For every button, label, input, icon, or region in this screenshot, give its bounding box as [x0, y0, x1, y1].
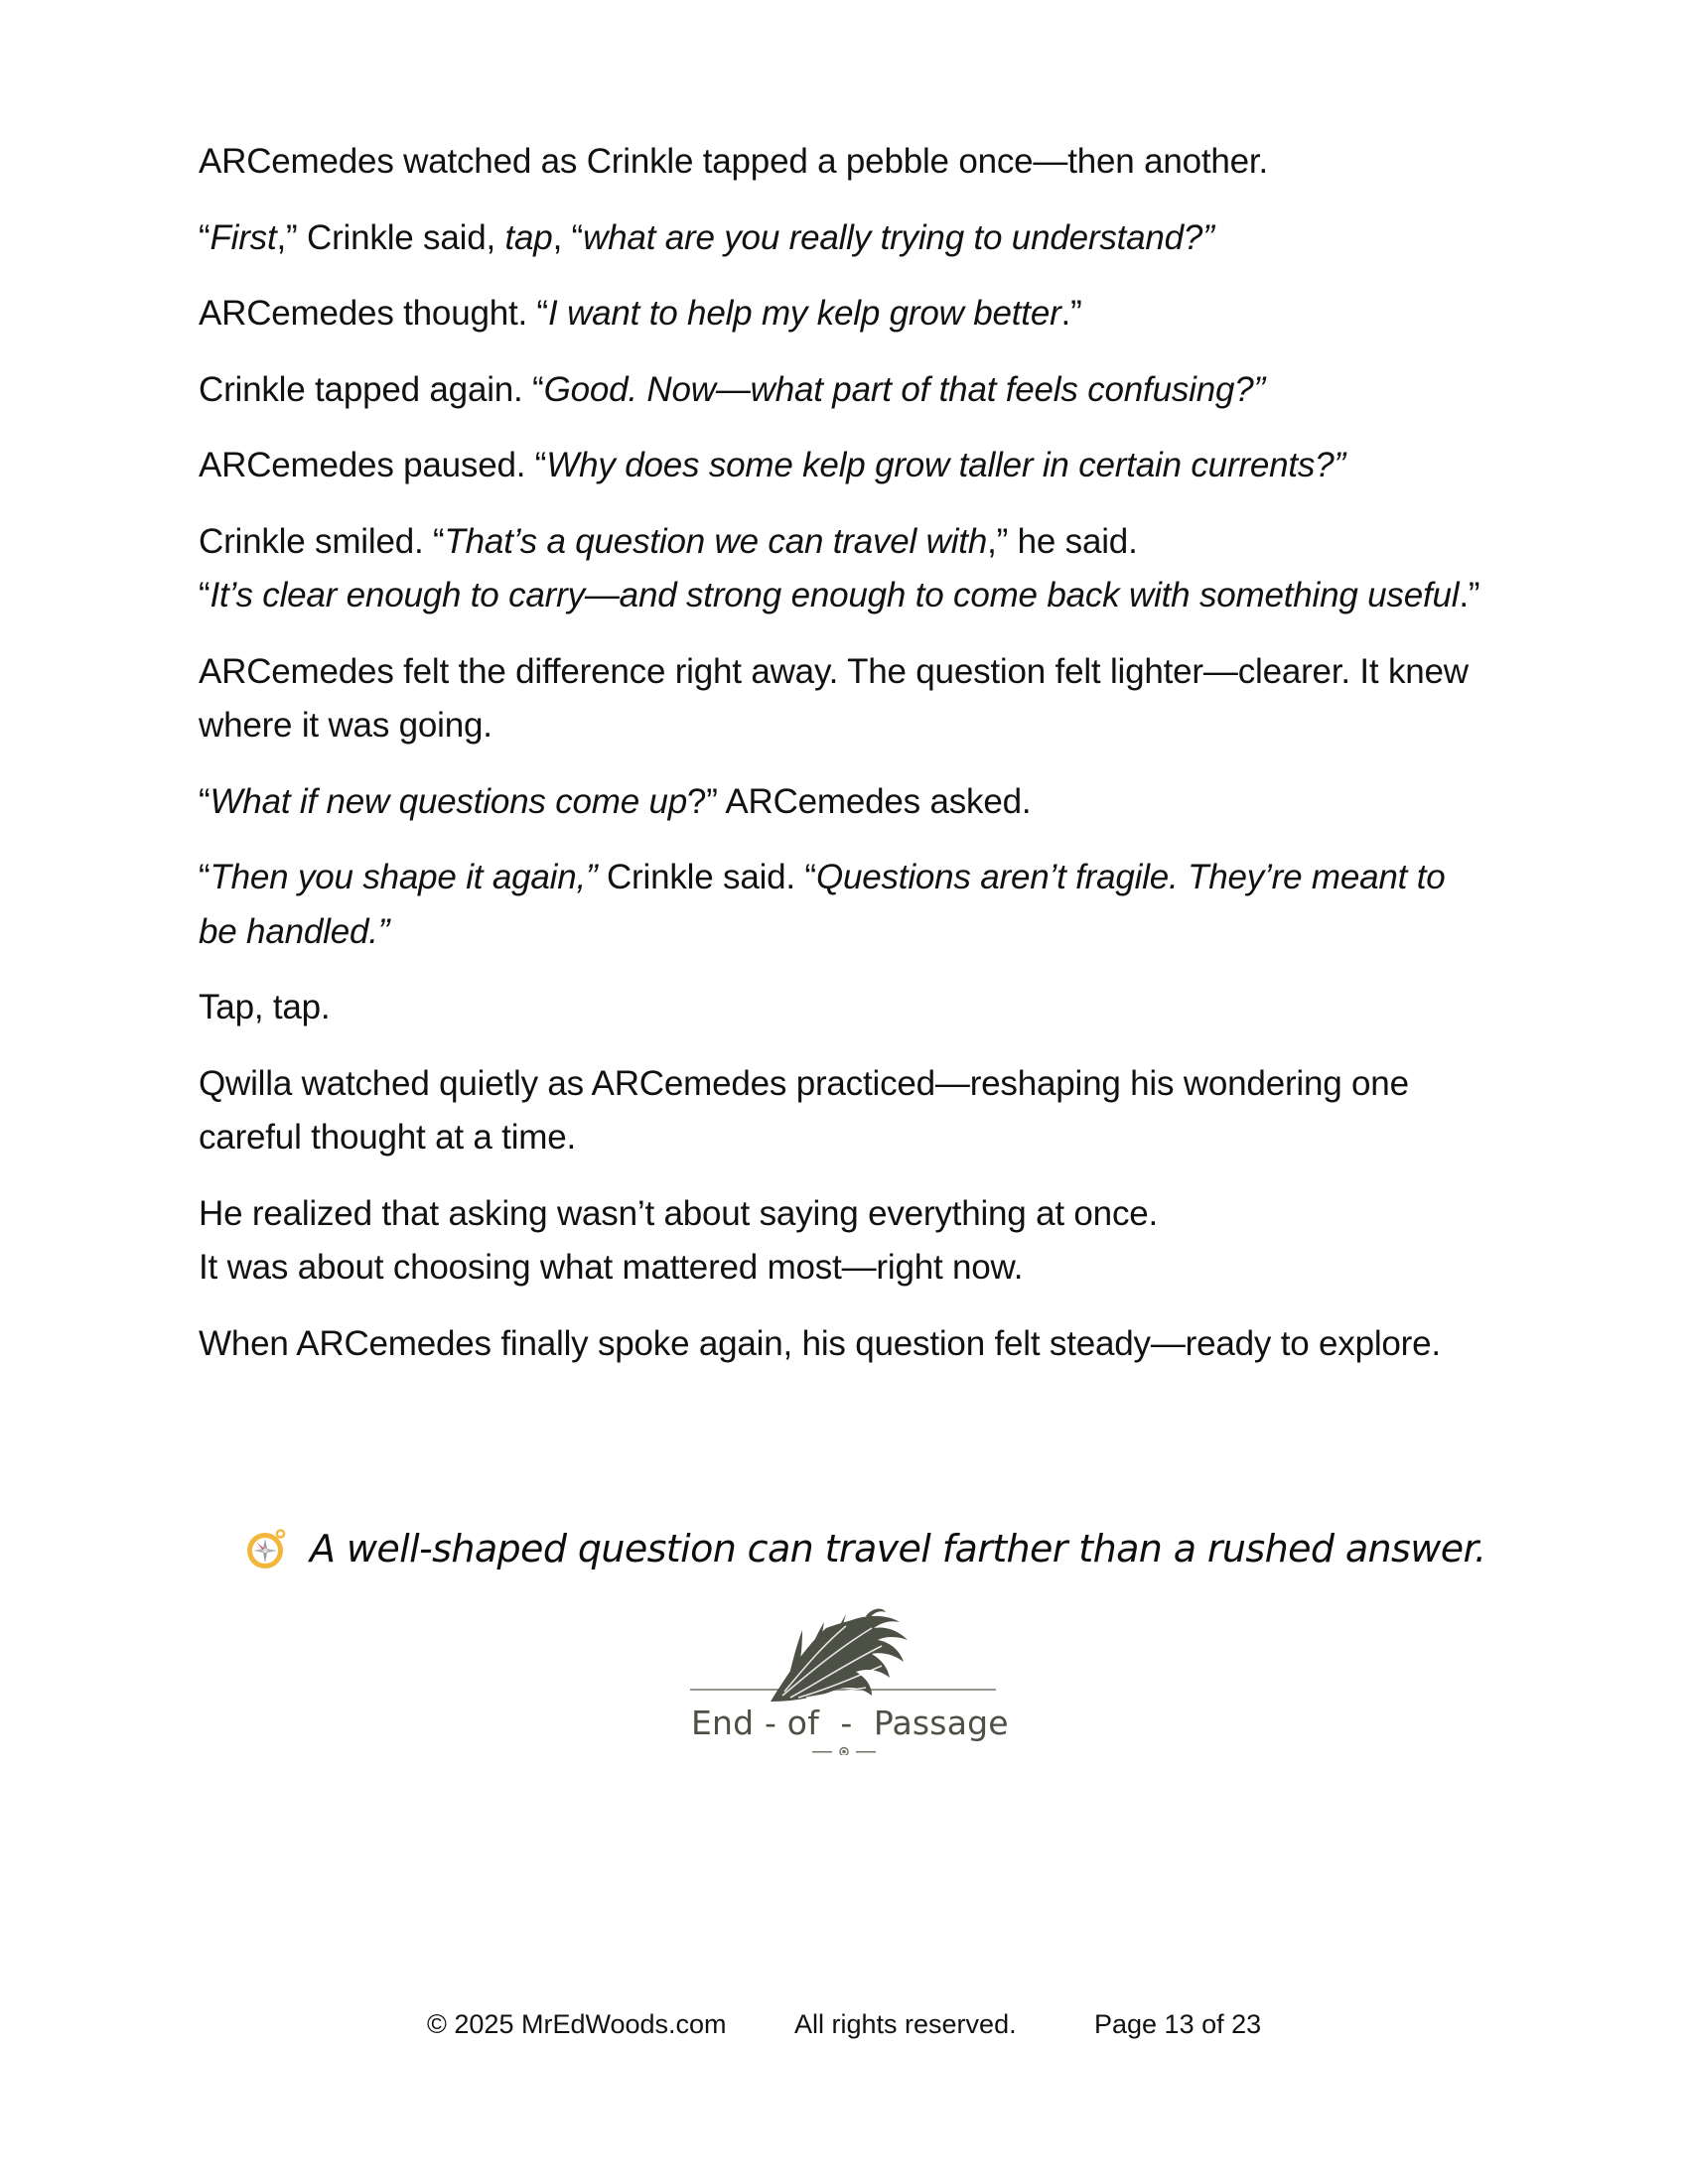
text-run: “: [199, 781, 211, 821]
text-run: “: [199, 576, 211, 614]
text-run: .”: [1060, 294, 1082, 333]
italic-text: Questions aren’t fragile. They’re meant to be handled.”: [199, 858, 1446, 951]
story-paragraph: [199, 775, 1489, 830]
text-run: ,” Crinkle said,: [276, 217, 505, 257]
compass-icon: [244, 1526, 290, 1571]
story-paragraph: [199, 645, 1489, 753]
text-run: ,” he said.: [987, 521, 1138, 561]
footer-copyright: © 2025 MrEdWoods.com: [427, 2009, 727, 2039]
text-run: It was about choosing what mattered most—right now.: [199, 1248, 1024, 1287]
footer-rights: All rights reserved.: [794, 2009, 1017, 2039]
story-paragraph: [199, 287, 1489, 341]
story-paragraph: [199, 515, 1489, 623]
story-paragraph: [199, 135, 1489, 190]
text-run: ARCemedes paused. “: [199, 446, 547, 484]
story-paragraph: [199, 1317, 1489, 1372]
moral-callout: [244, 1521, 1486, 1576]
text-run: Qwilla watched quietly as ARCemedes practiced—reshaping his wondering one careful thought at a time.: [199, 1063, 1409, 1157]
text-run: Crinkle tapped again. “: [199, 369, 544, 409]
italic-text: First: [210, 217, 277, 257]
text-run: ARCemedes felt the difference right away. The question felt lighter—clearer. It knew where it was going.: [199, 651, 1469, 745]
story-body: [199, 135, 1489, 1393]
text-run: When ARCemedes finally spoke again, his question felt steady—ready to explore.: [199, 1323, 1441, 1363]
text-run: “: [199, 858, 211, 896]
italic-text: It’s clear enough to carry—and strong enough to come back with something useful: [210, 576, 1460, 614]
italic-text: Why does some kelp grow taller in certain currents?”: [546, 446, 1345, 484]
moral-text: A well-shaped question can travel farther than a rushed answer.: [310, 1527, 1486, 1570]
end-of-passage-label: End - of - Passage: [691, 1704, 1009, 1742]
text-run: Crinkle smiled. “: [199, 521, 445, 561]
italic-text: I want to help my kelp grow better: [548, 294, 1061, 333]
italic-text: Good. Now—what part of that feels confusing?”: [543, 369, 1265, 409]
text-run: Crinkle said. “: [597, 858, 816, 896]
text-run: He realized that asking wasn’t about saying everything at once.: [199, 1193, 1159, 1233]
story-paragraph: [199, 363, 1489, 418]
text-run: “: [199, 217, 211, 257]
story-paragraph: [199, 211, 1489, 266]
footer-page-number: Page 13 of 23: [1094, 2009, 1262, 2039]
text-run: Tap, tap.: [199, 988, 331, 1026]
story-paragraph: [199, 439, 1489, 493]
text-run: ARCemedes thought. “: [199, 294, 549, 333]
end-of-passage-mark: [687, 1606, 1009, 1755]
text-run: .”: [1459, 576, 1480, 614]
story-paragraph: [199, 851, 1489, 959]
story-paragraph: [199, 1187, 1489, 1296]
page-footer: [0, 2009, 1688, 2045]
italic-text: Then you shape it again,”: [210, 858, 598, 896]
text-run: ARCemedes watched as Crinkle tapped a pebble once—then another.: [199, 142, 1268, 181]
story-paragraph: [199, 981, 1489, 1035]
italic-text: What if new questions come up: [210, 781, 688, 821]
text-run: , “: [552, 217, 584, 257]
story-paragraph: [199, 1057, 1489, 1165]
italic-text: what are you really trying to understand?”: [583, 217, 1214, 257]
text-run: ?” ARCemedes asked.: [687, 781, 1032, 821]
italic-text: tap: [504, 217, 553, 257]
italic-text: That’s a question we can travel with: [444, 521, 988, 561]
